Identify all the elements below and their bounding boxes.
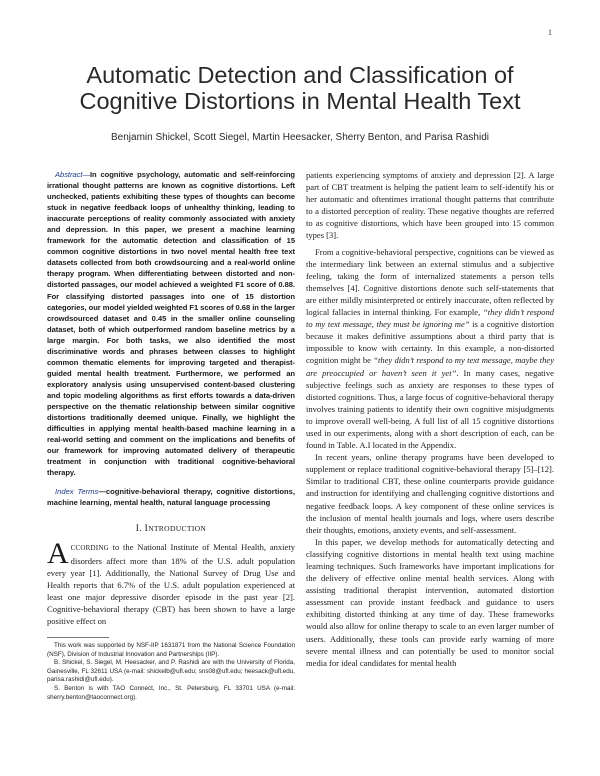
- section-heading-introduction: [47, 524, 295, 534]
- intro-text: to the National Institute of Mental Health, anxiety disorders affect more than 18% of the U.S. adult population every year [1]. Additionally, the National Survey of Drug Use and Health reports that 6.7% of the U.S. adult population experienced at least one major depressive disorder episode in the past year [2]. Cognitive-behavioral therapy (CBT) has been shown to have a large positive effect on: [47, 542, 295, 626]
- footnote-rule: [47, 637, 109, 638]
- footnote-funding: This work was supported by NSF-IIP 1631871 from the National Science Foundation (NSF), Division of Industrial Innovation and Partnerships (IIP).: [47, 642, 295, 658]
- title-line-1: Automatic Detection and Classification of: [86, 62, 514, 88]
- page-number: 1: [548, 28, 552, 37]
- abstract: [47, 169, 295, 478]
- abstract-label: Abstract—: [55, 170, 90, 179]
- p2-text-c: . In many cases, negative subjective feelings such as anxiety are responses to these types of distorted cognitions. Thus, a large focus of cognitive-behavioral therapy involves training patients to identify their own cognitive misjudgments to improve overall well-being. A full list of all 15 cognitive distortions used in our experiments, along with a short description of each, can be found in Table. A.I located in the Appendix.: [306, 367, 554, 451]
- index-terms: [47, 486, 295, 508]
- section-title-initial: I: [144, 524, 149, 535]
- p2-quote-nondistorted: “they didn’t respond to my text message, maybe they are preoccupied or haven’t seen it yet”: [306, 355, 554, 378]
- index-terms-text: —cognitive-behavioral therapy, cognitive distortions, machine learning, mental health, natural language processing: [47, 487, 295, 508]
- drop-cap: A: [47, 537, 69, 571]
- footnote-affiliation-tao: S. Benton is with TAO Connect, Inc., St. Petersburg, FL 33701 USA (e-mail: sherry.benton@taoconnect.org).: [47, 685, 295, 701]
- title-line-2: Cognitive Distortions in Mental Health Text: [79, 88, 521, 114]
- section-number: I.: [135, 524, 142, 535]
- body-paragraph-2: [306, 246, 554, 452]
- p2-text-a: From a cognitive-behavioral perspective, cognitions can be viewed as the intermediary link between an external stimulus and a subjective feeling, taking the form of internalized statements a person tells themselves [4]. Cognitive distortions denote such self-statements that are either mildly misinterpreted or entirely inaccurate, often reflected by logical fallacies in internal thinking. For example,: [306, 246, 554, 318]
- body-paragraph-4: In this paper, we develop methods for automatically detecting and classifying cognitive distortions in mental health text using machine learning techniques. Such frameworks have important implications for the delivery of effective online mental health services. Along with assisting traditional therapist intervention, automated distortion assessment can provide instant feedback and guidance to users exhibiting distorted thinking at any time of day. These frameworks would also allow for online therapy to scale to an even larger number of users. Additionally, these tools can provide early warning of more severe mental illness and can potentially be used to monitor social media for ideal candidates for mental health: [306, 536, 554, 668]
- abstract-text: In cognitive psychology, automatic and self-reinforcing irrational thought patterns are known as cognitive distortions. Left unchecked, patients exhibiting these types of thoughts can become stuck in negative feedback loops of unhealthy thinking, leading to inaccurate perceptions of reality commonly associated with anxiety and depression. In this paper, we present a machine learning framework for the automatic detection and classification of 15 common cognitive distortions in two novel mental health free text datasets collected from both crowdsourcing and a real-world online therapy program. When differentiating between distorted and non-distorted passages, our model achieved a weighted F1 score of 0.88. For classifying distorted passages into one of 15 distortion categories, our model yielded weighted F1 scores of 0.68 in the larger crowdsourced dataset and 0.45 in the smaller online counseling dataset, both of which outperformed random baseline metrics by a large margin. For both tasks, we also identified the most discriminative words and phrases between classes to highlight common thematic elements for improving targeted and therapist-guided mental health treatment. Furthermore, we performed an exploratory analysis using unsupervised content-based clustering and topic modeling algorithms as first efforts towards a data-driven perspective on the thematic relationship between similar cognitive distortions traditionally deemed unique. Finally, we highlight the difficulties in applying mental health-based machine learning in a real-world setting and comment on the implications and benefits of our framework for improving automated delivery of therapeutic treatment in conjunction with traditional cognitive-behavioral therapy.: [47, 170, 296, 478]
- body-paragraph-1: patients experiencing symptoms of anxiety and depression [2]. A large part of CBT treatment is helping the patient learn to self-identify his or her automatic and oftentimes irrational thought patterns that contribute to a distorted perception of reality. These negative thoughts are referred to as cognitive distortions, which have been grouped into 15 common types [3].: [306, 170, 554, 241]
- intro-smallcaps: CCORDING: [70, 544, 109, 553]
- body-paragraph-3: In recent years, online therapy programs have been developed to supplement or replace traditional cognitive-behavioral therapy [5]–[12]. Similar to traditional CBT, these online counterparts provide guidance and instruction for identifying and challenging cognitive distortions and negative feedback loops. A key component of these online services is the inclusion of mental health journals and logs, where users describe their thoughts, emotions, anxiety events, and self-assessment.: [306, 452, 554, 535]
- footnote-affiliation-uf: B. Shickel, S. Siegel, M. Heesacker, and P. Rashidi are with the University of Florida, Gainesville, FL 32611 USA (e-mail: shickelb@ufl.edu; sns08@ufl.edu; heesack@ufl.edu, parisa.rashidi@ufl.edu).: [47, 659, 295, 684]
- index-terms-label: Index Terms: [55, 487, 99, 497]
- author-list: Benjamin Shickel, Scott Siegel, Martin Heesacker, Sherry Benton, and Parisa Rashidi: [111, 132, 489, 143]
- left-column: [47, 169, 295, 702]
- p2-text-b: is a cognitive distortion because it makes definitive assumptions about a third party that is impossible to know with certainty. In this example, a non-distorted cognition might be: [306, 319, 554, 366]
- paper-title: [40, 62, 560, 114]
- right-column: [306, 169, 554, 669]
- intro-paragraph: [47, 537, 295, 627]
- p2-quote-distorted: “they didn’t respond to my text message, they must be ignoring me”: [306, 307, 555, 330]
- section-title-rest: NTRODUCTION: [148, 524, 207, 534]
